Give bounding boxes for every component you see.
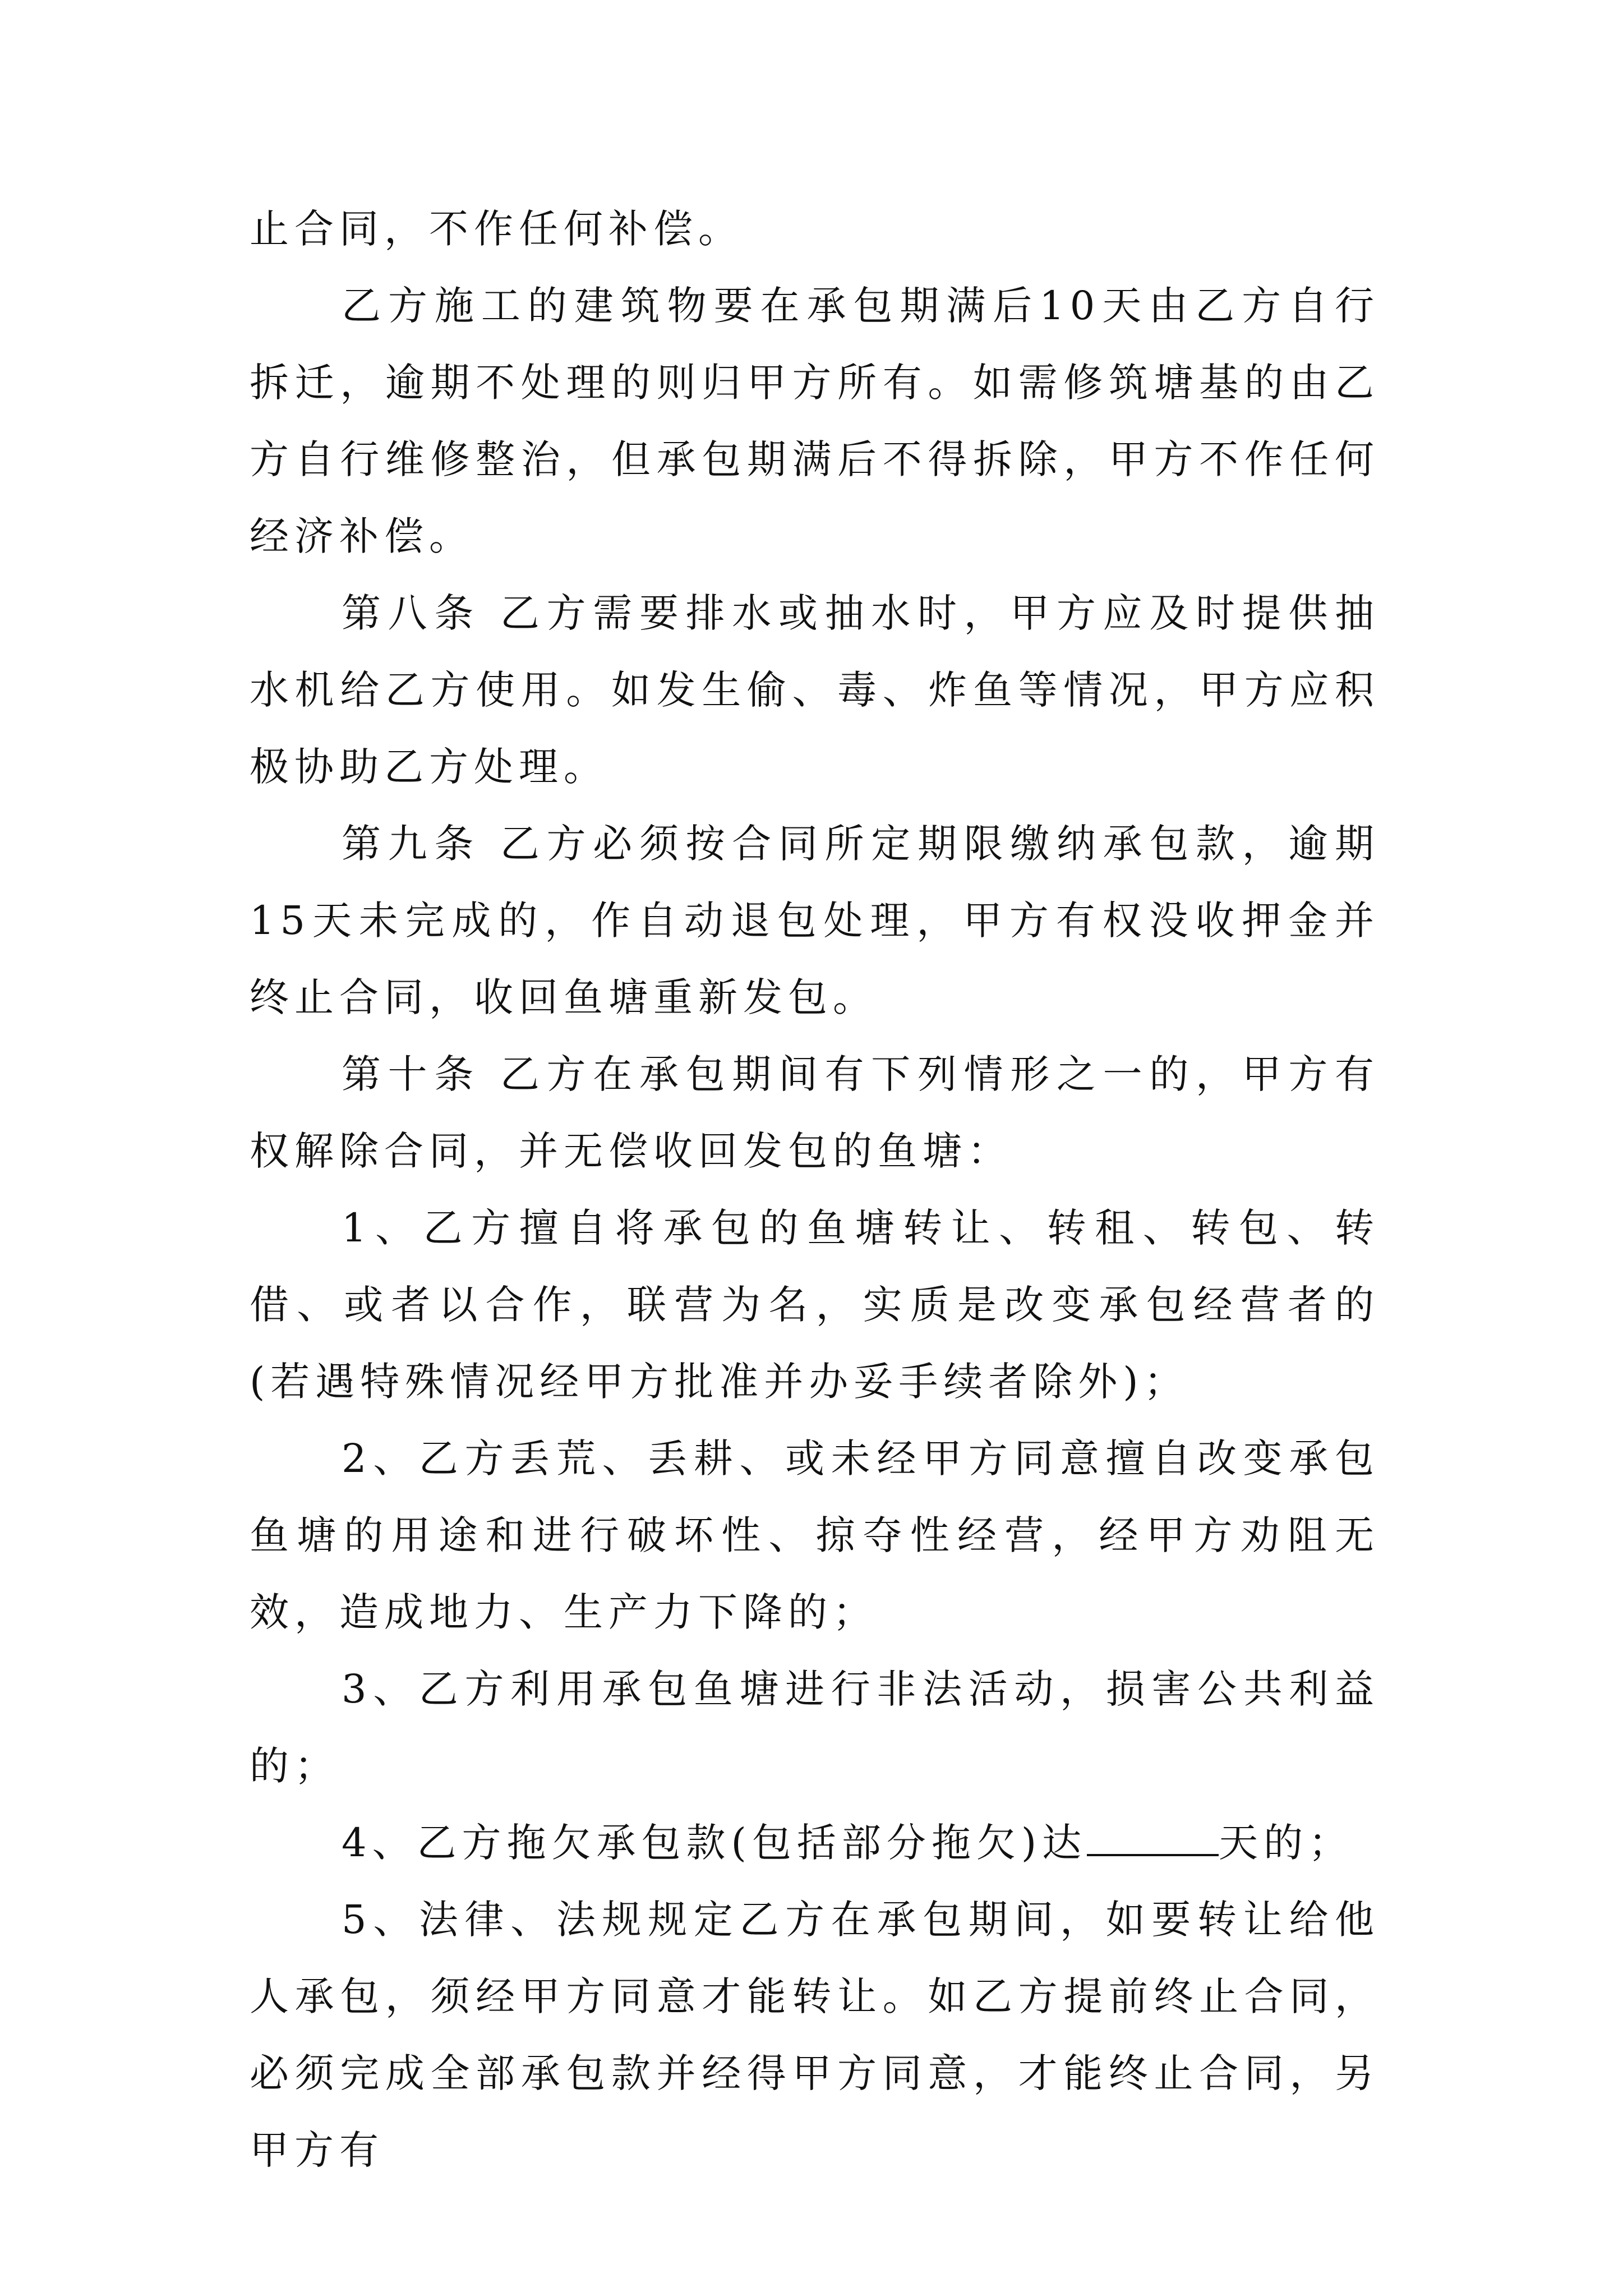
document-body [250,191,1380,2189]
paragraph-1: 止合同，不作任何补偿。 [250,206,743,252]
clause-1: 1、乙方擅自将承包的鱼塘转让、转租、转包、转借、或者以合作，联营为名，实质是改变承包经营者的(若遇特殊情况经甲方批准并办妥手续者除外)； [250,1205,1380,1405]
clause-5: 5、法律、法规规定乙方在承包期间，如要转让给他人承包，须经甲方同意才能转让。如乙方提前终止合同，必须完成全部承包款并经得甲方同意，才能终止合同，另甲方有 [250,1897,1380,2173]
paragraph-article-10: 第十条 乙方在承包期间有下列情形之一的，甲方有权解除合同，并无偿收回发包的鱼塘： [250,1051,1380,1174]
paragraph-article-9: 第九条 乙方必须按合同所定期限缴纳承包款，逾期15天未完成的，作自动退包处理，甲方有权没收押金并终止合同，收回鱼塘重新发包。 [250,821,1380,1020]
paragraph-2: 乙方施工的建筑物要在承包期满后10天由乙方自行拆迁，逾期不处理的则归甲方所有。如需修筑塘基的由乙方自行维修整治，但承包期满后不得拆除，甲方不作任何经济补偿。 [250,283,1380,559]
clause-2: 2、乙方丢荒、丢耕、或未经甲方同意擅自改变承包鱼塘的用途和进行破坏性、掠夺性经营，经甲方劝阻无效，造成地力、生产力下降的； [250,1435,1380,1635]
clause-4-text-before: 4、乙方拖欠承包款(包括部分拖欠)达 [342,1820,1087,1866]
clause-3: 3、乙方利用承包鱼塘进行非法活动，损害公共利益的； [250,1666,1380,1789]
paragraph-article-8: 第八条 乙方需要排水或抽水时，甲方应及时提供抽水机给乙方使用。如发生偷、毒、炸鱼等情况，甲方应积极协助乙方处理。 [250,590,1380,790]
fill-in-blank-line [1087,1815,1219,1856]
clause-4-text-after: 天的； [1219,1820,1354,1866]
clause-4 [250,1805,1380,1881]
